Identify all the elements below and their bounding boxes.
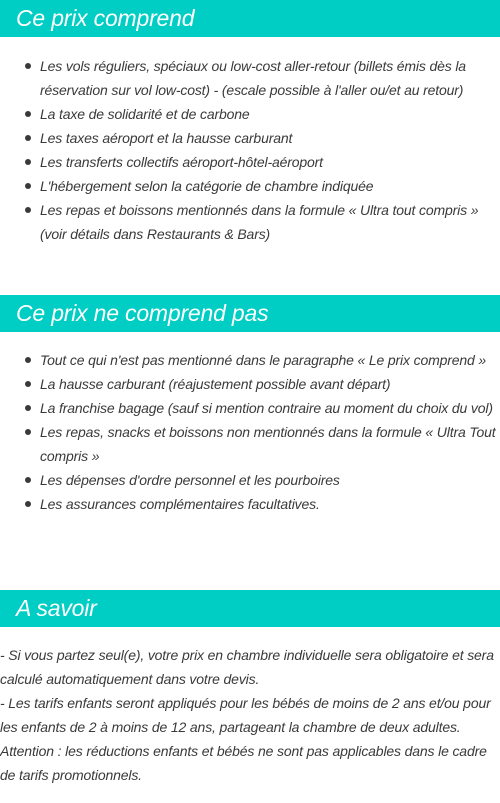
list-item (0, 198, 500, 246)
list-item-text: Les assurances complémentaires facultatives. (40, 496, 320, 512)
bullet-icon (25, 111, 31, 117)
list-item-text: La franchise bagage (sauf si mention contraire au moment du choix du vol) (40, 400, 493, 416)
section-good-to-know (0, 590, 500, 787)
list-item (0, 102, 500, 126)
section-header-excludes (0, 295, 500, 332)
list-item (0, 54, 500, 102)
bullet-icon (25, 159, 31, 165)
paragraph: - Si vous partez seul(e), votre prix en chambre individuelle sera obligatoire et sera calculé automatiquement dans votre devis. (0, 647, 494, 687)
list-item-text: La hausse carburant (réajustement possible avant départ) (40, 376, 391, 392)
list-item (0, 348, 500, 372)
list-item (0, 174, 500, 198)
bullet-icon (25, 381, 31, 387)
section-header-includes (0, 0, 500, 37)
list-item (0, 150, 500, 174)
list-item-text: Les repas et boissons mentionnés dans la formule « Ultra tout compris » (voir détails dans Restaurants & Bars) (40, 202, 479, 242)
list-item (0, 492, 500, 516)
section-title-good-to-know: A savoir (16, 595, 97, 621)
good-to-know-text (0, 643, 500, 787)
section-title-excludes: Ce prix ne comprend pas (16, 300, 269, 326)
list-item-text: Les taxes aéroport et la hausse carburant (40, 130, 293, 146)
paragraph: - Les tarifs enfants seront appliqués pour les bébés de moins de 2 ans et/ou pour les enfants de 2 à moins de 12 ans, partageant la chambre de deux adultes. Attention : les réductions enfants et bébés ne sont pas applicables dans le cadre de tarifs promotionnels. (0, 695, 491, 783)
list-item-text: La taxe de solidarité et de carbone (40, 106, 250, 122)
bullet-icon (25, 183, 31, 189)
excludes-list (0, 348, 500, 516)
list-item-text: L'hébergement selon la catégorie de chambre indiquée (40, 178, 374, 194)
list-item-text: Les vols réguliers, spéciaux ou low-cost aller-retour (billets émis dès la réservation sur vol low-cost) - (escale possible à l'aller ou/et au retour) (40, 58, 466, 98)
bullet-icon (25, 429, 31, 435)
section-price-excludes (0, 295, 500, 516)
list-item (0, 126, 500, 150)
includes-list (0, 54, 500, 246)
bullet-icon (25, 135, 31, 141)
list-item-text: Tout ce qui n'est pas mentionné dans le paragraphe « Le prix comprend » (40, 352, 487, 368)
bullet-icon (25, 357, 31, 363)
bullet-icon (25, 63, 31, 69)
section-title-includes: Ce prix comprend (16, 5, 195, 31)
bullet-icon (25, 405, 31, 411)
list-item (0, 420, 500, 468)
list-item-text: Les dépenses d'ordre personnel et les pourboires (40, 472, 340, 488)
section-price-includes (0, 0, 500, 246)
list-item-text: Les transferts collectifs aéroport-hôtel-aéroport (40, 154, 323, 170)
bullet-icon (25, 501, 31, 507)
list-item (0, 396, 500, 420)
list-item (0, 468, 500, 492)
section-header-good-to-know (0, 590, 500, 627)
list-item (0, 372, 500, 396)
list-item-text: Les repas, snacks et boissons non mentionnés dans la formule « Ultra Tout compris » (40, 424, 496, 464)
bullet-icon (25, 477, 31, 483)
bullet-icon (25, 207, 31, 213)
